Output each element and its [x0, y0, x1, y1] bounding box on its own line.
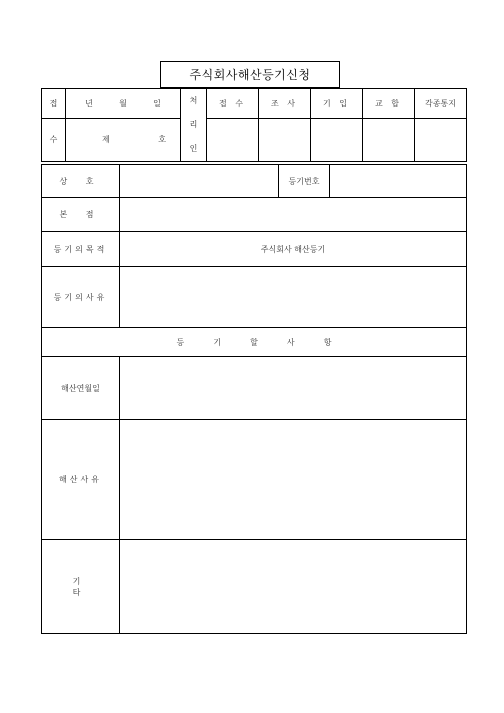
registration-reason-label: 등기의사유: [42, 267, 120, 328]
processing-char-2: 리: [189, 120, 198, 129]
head-office-label: 본 점: [42, 198, 120, 232]
col-entry: 기 입: [311, 89, 363, 119]
matters-char-1: 등: [176, 337, 185, 347]
head-office-field[interactable]: [120, 198, 467, 232]
dissolution-date-label: 해산연월일: [42, 357, 120, 420]
matters-char-2: 기: [213, 337, 222, 347]
company-name-label: 상 호: [42, 165, 120, 198]
receipt-number-cell: [66, 118, 181, 161]
processing-char-1: 처: [189, 96, 198, 105]
number-prefix: 제: [102, 135, 110, 145]
application-form-table: [41, 164, 467, 634]
company-name-field[interactable]: [120, 165, 279, 198]
col-inspection: 조 사: [259, 89, 311, 119]
stamp-box-notifications[interactable]: [415, 118, 467, 161]
month-label: 월: [119, 98, 127, 108]
registration-number-label: 등기번호: [279, 165, 330, 198]
registration-matters-header: [42, 328, 467, 357]
registration-purpose-value: 주식회사 해산등기: [120, 232, 467, 267]
receipt-label-top: 접: [42, 89, 66, 119]
dissolution-date-field[interactable]: [120, 357, 467, 420]
other-label: 기 타: [42, 540, 120, 634]
matters-char-3: 할: [250, 337, 258, 347]
stamp-box-entry[interactable]: [311, 118, 363, 161]
processing-char-3: 인: [189, 144, 198, 153]
receipt-label-bottom: 수: [42, 118, 66, 161]
registration-reason-field[interactable]: [120, 267, 467, 328]
document-title: 주식회사해산등기신청: [160, 61, 340, 88]
matters-char-4: 사: [286, 337, 295, 347]
receipt-date-cell: [66, 89, 181, 119]
processing-stamp-label: [181, 89, 207, 162]
registration-purpose-label: 등기의목적: [42, 232, 120, 267]
col-receipt: 접 수: [207, 89, 259, 119]
col-verification: 교 합: [363, 89, 415, 119]
matters-char-5: 항: [323, 337, 332, 347]
dissolution-reason-field[interactable]: [120, 420, 467, 540]
year-label: 년: [85, 98, 93, 108]
number-suffix: 호: [158, 135, 166, 145]
registration-number-field[interactable]: [330, 165, 467, 198]
other-field[interactable]: [120, 540, 467, 634]
receipt-table: [41, 88, 467, 162]
dissolution-reason-label: 해산사유: [42, 420, 120, 540]
stamp-box-receipt[interactable]: [207, 118, 259, 161]
day-label: 일: [153, 98, 161, 108]
stamp-box-inspection[interactable]: [259, 118, 311, 161]
col-notifications: 각종통지: [415, 89, 467, 119]
stamp-box-verification[interactable]: [363, 118, 415, 161]
